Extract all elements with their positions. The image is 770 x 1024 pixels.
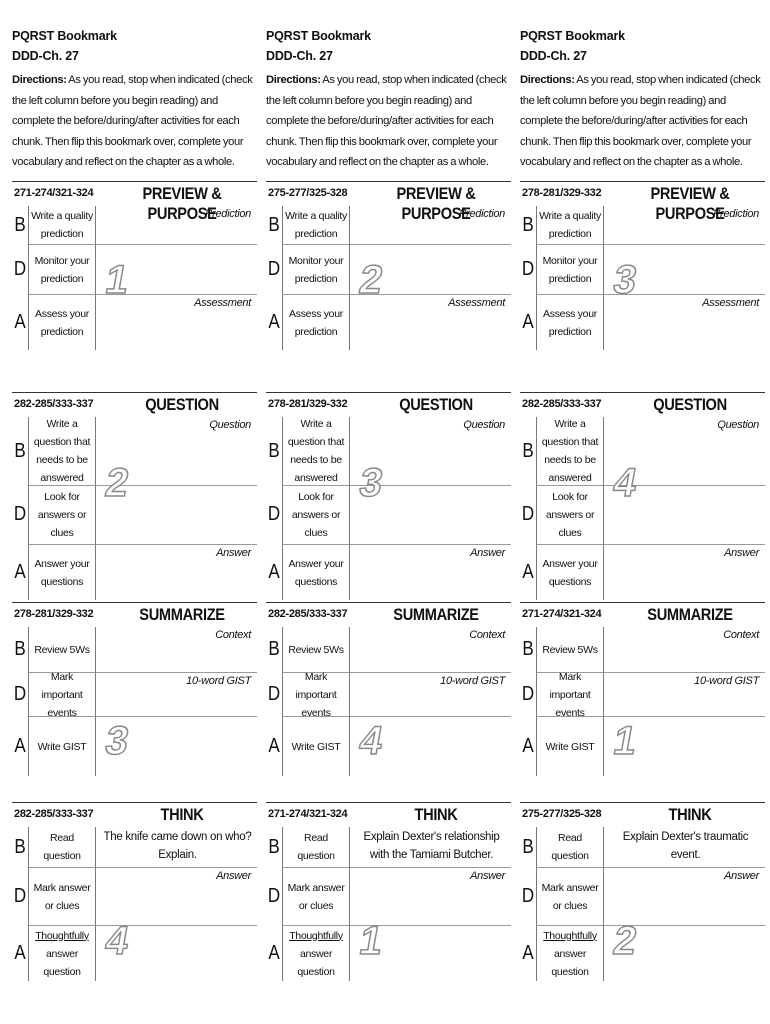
task-label: Mark answer or clues (28, 867, 96, 925)
directions-text (12, 70, 257, 174)
section-question (520, 392, 765, 600)
section-question (266, 392, 511, 600)
writing-area[interactable] (96, 827, 257, 867)
activity-row (266, 244, 511, 294)
area-prompt: 10-word GIST (186, 675, 251, 687)
area-prompt: Answer (470, 870, 505, 882)
section-title: THINK (160, 805, 204, 824)
section-header (266, 603, 511, 627)
activity-row (266, 294, 511, 350)
writing-area[interactable] (96, 206, 257, 244)
stage-letter: B (14, 638, 26, 660)
task-line-2: answer question (297, 947, 335, 978)
stage-letter: A (14, 560, 26, 583)
section-title: QUESTION (145, 395, 219, 414)
area-prompt: Answer (216, 870, 251, 882)
stage-letter: A (268, 941, 280, 964)
writing-area[interactable] (604, 867, 765, 925)
activity-grid (266, 206, 511, 350)
task-label: Mark important events (536, 672, 604, 716)
activity-row (266, 417, 511, 485)
section-summarize (520, 602, 765, 776)
stage-letter: B (522, 638, 534, 660)
activity-row (520, 485, 765, 544)
activity-grid (12, 627, 257, 776)
task-label: Look for answers or clues (28, 485, 96, 544)
directions-text (520, 70, 765, 174)
section-title: SUMMARIZE (647, 605, 733, 624)
stage-letter: A (14, 941, 26, 964)
stage-letter: B (14, 835, 26, 858)
area-prompt: 10-word GIST (694, 675, 759, 687)
stage-letter: B (268, 638, 280, 660)
activity-row (12, 627, 257, 672)
activity-row (520, 417, 765, 485)
activity-grid (266, 417, 511, 600)
chunk-number: 1 (356, 919, 387, 963)
task-label (536, 925, 604, 981)
activity-row (520, 716, 765, 776)
section-header (520, 393, 765, 417)
directions-body: As you read, stop when indicated (check the left column before you begin reading) and complete the before/during/after activities for each chunk. Then flip this bookmark over, complete your vocabulary and reflect on the chapter as a whole. (520, 74, 761, 168)
activity-grid (266, 627, 511, 776)
area-prompt: Context (723, 629, 759, 641)
area-prompt: Explain Dexter's relationship with the Tamiami Butcher. (363, 831, 500, 861)
area-prompt: Assessment (194, 297, 251, 309)
stage-letter: A (522, 310, 534, 333)
area-prompt: Prediction (459, 208, 505, 220)
section-title: SUMMARIZE (393, 605, 479, 624)
activity-row (520, 925, 765, 981)
stage-letter: D (267, 503, 281, 525)
activity-row (520, 627, 765, 672)
activity-row (12, 925, 257, 981)
task-label (282, 925, 350, 981)
section-header (12, 603, 257, 627)
stage-letter: B (14, 439, 26, 462)
directions-label: Directions: (266, 74, 321, 86)
stage-letter: B (14, 213, 26, 236)
area-prompt: Assessment (448, 297, 505, 309)
section-header (520, 603, 765, 627)
stage-letter: D (267, 682, 281, 705)
writing-area[interactable] (96, 672, 257, 716)
writing-area[interactable] (350, 867, 511, 925)
bookmark-title: PQRST Bookmark (12, 29, 117, 43)
area-prompt: Question (463, 419, 505, 431)
page-range: 282-285/333-337 (14, 398, 94, 410)
stage-letter: D (267, 884, 281, 907)
directions-label: Directions: (520, 74, 575, 86)
stage-letter: D (267, 257, 281, 280)
activity-row (266, 670, 511, 719)
stage-letter: B (268, 213, 280, 236)
activity-grid (520, 417, 765, 600)
chunk-number: 2 (102, 461, 133, 505)
stage-letter: D (13, 884, 27, 907)
page-range: 282-285/333-337 (268, 608, 348, 620)
area-prompt: Answer (724, 547, 759, 559)
writing-area[interactable] (96, 867, 257, 925)
activity-row (520, 206, 765, 244)
activity-row (12, 716, 257, 776)
bookmark-title: PQRST Bookmark (266, 29, 371, 43)
writing-area[interactable] (96, 627, 257, 672)
task-label: Answer your questions (28, 544, 96, 600)
directions-label: Directions: (12, 74, 67, 86)
task-label: Write a question that needs to be answered (282, 417, 350, 485)
writing-area[interactable] (604, 672, 765, 716)
stage-letter: B (522, 439, 534, 462)
writing-area[interactable] (350, 544, 511, 600)
activity-row (266, 544, 511, 600)
activity-grid (12, 206, 257, 350)
activity-grid (520, 206, 765, 350)
task-label: Assess your prediction (536, 294, 604, 350)
area-prompt: The knife came down on who? Explain. (103, 831, 252, 861)
task-line-1: Thoughtfully (289, 929, 343, 942)
activity-grid (12, 827, 257, 981)
activity-row (12, 417, 257, 485)
bookmark-column (12, 26, 257, 174)
task-label: Write a question that needs to be answered (536, 417, 604, 485)
section-think (12, 802, 257, 981)
task-label: Monitor your prediction (28, 244, 96, 294)
activity-row (12, 206, 257, 244)
activity-row (520, 244, 765, 294)
writing-area[interactable] (604, 627, 765, 672)
task-label: Answer your questions (282, 544, 350, 600)
task-label: Assess your prediction (28, 294, 96, 350)
page-range: 282-285/333-337 (14, 808, 94, 820)
section-title: THINK (668, 805, 712, 824)
page-range: 271-274/321-324 (14, 187, 94, 199)
bookmark-subtitle: DDD-Ch. 27 (12, 49, 79, 63)
activity-grid (520, 627, 765, 776)
stage-letter: B (522, 213, 534, 236)
stage-letter: D (13, 503, 27, 525)
bookmark-column (266, 26, 511, 174)
chunk-number: 3 (356, 461, 387, 505)
task-label: Review 5Ws (536, 627, 604, 672)
area-prompt: Question (717, 419, 759, 431)
task-label: Review 5Ws (28, 627, 96, 672)
section-think (520, 802, 765, 981)
chunk-number: 2 (356, 258, 387, 302)
task-text (31, 927, 93, 981)
stage-letter: A (268, 734, 280, 757)
chunk-number: 2 (610, 919, 641, 963)
task-label: Mark important events (282, 672, 350, 716)
task-label: Mark answer or clues (536, 867, 604, 925)
section-think (266, 802, 511, 981)
chunk-number: 4 (102, 919, 133, 963)
activity-row (520, 294, 765, 350)
task-label: Write a quality prediction (282, 206, 350, 244)
directions-text (266, 70, 511, 174)
stage-letter: A (14, 310, 26, 333)
task-label: Mark important events (28, 672, 96, 716)
area-prompt: Question (209, 419, 251, 431)
activity-row (12, 827, 257, 867)
activity-row (12, 244, 257, 294)
directions-body: As you read, stop when indicated (check the left column before you begin reading) and complete the before/during/after activities for each chunk. Then flip this bookmark over, complete your vocabulary and reflect on the chapter as a whole. (266, 74, 507, 168)
task-line-2: answer question (551, 947, 589, 978)
chunk-number: 3 (102, 719, 133, 763)
page-range: 271-274/321-324 (522, 608, 602, 620)
task-label: Write a quality prediction (28, 206, 96, 244)
activity-grid (12, 417, 257, 600)
stage-letter: D (521, 257, 535, 280)
writing-area[interactable] (96, 544, 257, 600)
section-summarize (12, 602, 257, 776)
writing-area[interactable] (604, 206, 765, 244)
activity-row (12, 294, 257, 350)
bookmark-subtitle: DDD-Ch. 27 (266, 49, 333, 63)
stage-letter: A (268, 310, 280, 333)
activity-row (12, 544, 257, 600)
task-label: Read question (282, 827, 350, 867)
task-label: Write a question that needs to be answered (28, 417, 96, 485)
area-prompt: 10-word GIST (440, 675, 505, 687)
activity-row (520, 827, 765, 867)
activity-row (12, 867, 257, 925)
directions-body: As you read, stop when indicated (check the left column before you begin reading) and complete the before/during/after activities for each chunk. Then flip this bookmark over, complete your vocabulary and reflect on the chapter as a whole. (12, 74, 253, 168)
task-label: Write GIST (536, 716, 604, 776)
stage-letter: B (522, 835, 534, 858)
bookmark-title: PQRST Bookmark (520, 29, 625, 43)
activity-row (266, 627, 511, 672)
section-title: SUMMARIZE (139, 605, 225, 624)
page-range: 278-281/329-332 (522, 187, 602, 199)
stage-letter: D (521, 682, 535, 705)
stage-letter: D (521, 884, 535, 907)
stage-letter: A (522, 560, 534, 583)
page-range: 271-274/321-324 (268, 808, 348, 820)
area-prompt: Context (215, 629, 251, 641)
activity-row (12, 670, 257, 719)
section-header (520, 803, 765, 827)
activity-row (266, 867, 511, 925)
writing-area[interactable] (350, 827, 511, 867)
section-header (12, 803, 257, 827)
page-range: 282-285/333-337 (522, 398, 602, 410)
activity-row (520, 867, 765, 925)
task-label (28, 925, 96, 981)
activity-row (266, 827, 511, 867)
activity-row (266, 925, 511, 981)
task-label: Monitor your prediction (282, 244, 350, 294)
area-prompt: Answer (470, 547, 505, 559)
bookmark-column (520, 26, 765, 174)
area-prompt: Prediction (713, 208, 759, 220)
activity-row (520, 670, 765, 719)
task-line-1: Thoughtfully (543, 929, 597, 942)
area-prompt: Assessment (702, 297, 759, 309)
task-text (539, 927, 601, 981)
section-title: PREVIEW & PURPOSE (650, 184, 730, 223)
chunk-number: 3 (610, 258, 641, 302)
section-header (266, 393, 511, 417)
area-prompt: Answer (216, 547, 251, 559)
stage-letter: B (268, 439, 280, 462)
chunk-number: 1 (610, 719, 641, 763)
page-range: 275-277/325-328 (522, 808, 602, 820)
task-label: Review 5Ws (282, 627, 350, 672)
chunk-number: 1 (102, 258, 133, 302)
section-title: PREVIEW & PURPOSE (142, 184, 222, 223)
activity-row (266, 206, 511, 244)
section-title: THINK (414, 805, 458, 824)
task-line-1: Thoughtfully (35, 929, 89, 942)
task-label: Read question (28, 827, 96, 867)
activity-grid (520, 827, 765, 981)
section-preview-purpose (520, 181, 765, 350)
task-line-2: answer question (43, 947, 81, 978)
writing-area[interactable] (604, 544, 765, 600)
section-question (12, 392, 257, 600)
section-preview-purpose (12, 181, 257, 350)
task-text (285, 927, 347, 981)
stage-letter: A (268, 560, 280, 583)
page-range: 278-281/329-332 (14, 608, 94, 620)
writing-area[interactable] (350, 627, 511, 672)
activity-row (266, 485, 511, 544)
section-preview-purpose (266, 181, 511, 350)
writing-area[interactable] (604, 827, 765, 867)
chunk-number: 4 (356, 719, 387, 763)
section-header (266, 803, 511, 827)
task-label: Monitor your prediction (536, 244, 604, 294)
stage-letter: B (268, 835, 280, 858)
stage-letter: A (522, 941, 534, 964)
task-label: Write GIST (28, 716, 96, 776)
area-prompt: Explain Dexter's traumatic event. (622, 831, 749, 861)
page-range: 278-281/329-332 (268, 398, 348, 410)
stage-letter: D (13, 257, 27, 280)
bookmark-subtitle: DDD-Ch. 27 (520, 49, 587, 63)
task-label: Mark answer or clues (282, 867, 350, 925)
section-title: PREVIEW & PURPOSE (396, 184, 476, 223)
task-label: Look for answers or clues (536, 485, 604, 544)
writing-area[interactable] (350, 672, 511, 716)
activity-row (12, 485, 257, 544)
task-label: Look for answers or clues (282, 485, 350, 544)
task-label: Write a quality prediction (536, 206, 604, 244)
area-prompt: Answer (724, 870, 759, 882)
activity-row (266, 716, 511, 776)
stage-letter: A (14, 734, 26, 757)
task-label: Assess your prediction (282, 294, 350, 350)
page-range: 275-277/325-328 (268, 187, 348, 199)
activity-grid (266, 827, 511, 981)
chunk-number: 4 (610, 461, 641, 505)
section-title: QUESTION (653, 395, 727, 414)
task-label: Write GIST (282, 716, 350, 776)
writing-area[interactable] (350, 206, 511, 244)
task-label: Answer your questions (536, 544, 604, 600)
stage-letter: D (521, 503, 535, 525)
section-title: QUESTION (399, 395, 473, 414)
section-summarize (266, 602, 511, 776)
section-header (12, 393, 257, 417)
stage-letter: D (13, 682, 27, 705)
stage-letter: A (522, 734, 534, 757)
area-prompt: Context (469, 629, 505, 641)
task-label: Read question (536, 827, 604, 867)
activity-row (520, 544, 765, 600)
area-prompt: Prediction (205, 208, 251, 220)
